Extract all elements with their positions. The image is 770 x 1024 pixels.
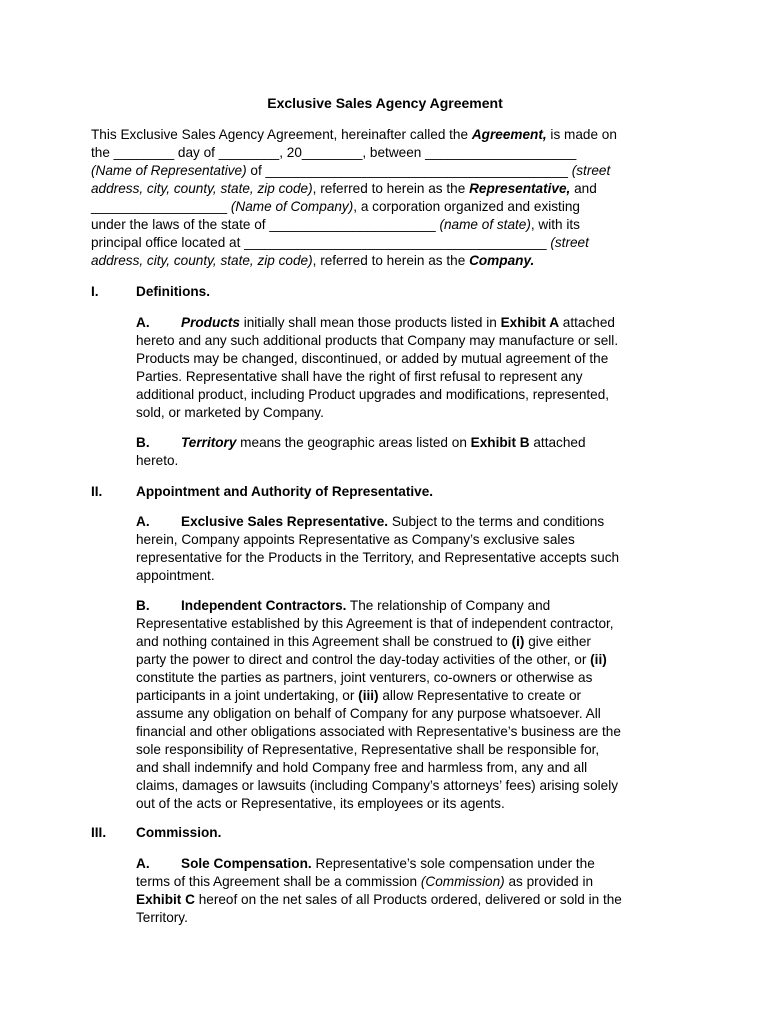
section-number: III.: [91, 825, 107, 840]
text: allow Representative to create or: [378, 688, 582, 703]
exhibit-ref: Exhibit C: [136, 892, 195, 907]
text: address, city, county, state, zip code): [91, 253, 313, 268]
text: , referred to herein as the: [312, 181, 470, 196]
section-title: Commission.: [136, 825, 222, 840]
clause-line: herein, Company appoints Representative as Company’s exclusive sales: [136, 532, 575, 547]
intro-line: [91, 180, 689, 198]
text: (Name of Company): [230, 199, 354, 214]
text: (Name of Representative): [91, 163, 247, 178]
clause-term: Products: [181, 315, 240, 330]
text: and: [570, 181, 597, 196]
text: and nothing contained in this Agreement shall be construed to: [136, 634, 512, 649]
clause-term: Independent Contractors.: [181, 598, 347, 613]
clause-term: Territory: [181, 435, 237, 450]
clause-line: [136, 891, 696, 909]
intro-line: [91, 198, 689, 216]
text: party the power to direct and control the day-today activities of the other, or: [136, 652, 591, 667]
clause-line: Territory.: [136, 910, 188, 925]
clause-line: [136, 855, 696, 873]
clause-line: Parties. Representative shall have the right of first refusal to represent any: [136, 369, 583, 384]
clause-paragraph: [136, 513, 696, 585]
section-title: Appointment and Authority of Representative.: [136, 484, 434, 499]
clause-line: out of the acts or Representative, its employees or its agents.: [136, 796, 505, 811]
text: Representative’s sole compensation under the: [311, 856, 595, 871]
clause-term: Exclusive Sales Representative.: [181, 514, 389, 529]
intro-line: [91, 126, 689, 144]
text: (street: [571, 163, 611, 178]
clause-label: A.: [136, 856, 150, 871]
clause-line: [136, 434, 696, 452]
clause-line: additional product, including Product upgrades and modifications, represented,: [136, 387, 610, 402]
clause-line: hereto.: [136, 453, 179, 468]
text: The relationship of Company and: [346, 598, 551, 613]
exhibit-ref: Exhibit B: [470, 435, 530, 450]
clause-line: [136, 633, 696, 651]
text: __________________: [91, 199, 231, 214]
clause-line: hereto and any such additional products that Company may manufacture or sell.: [136, 333, 619, 348]
text: (i): [511, 634, 525, 649]
text: as provided in: [504, 874, 594, 889]
text: attached: [529, 435, 586, 450]
text: attached: [559, 315, 615, 330]
text: principal office located at ________________________________________: [91, 235, 551, 250]
clause-line: and shall indemnify and hold Company free and harmless from, any and all: [136, 760, 588, 775]
clause-line: [136, 314, 696, 332]
text: , a corporation organized and existing: [353, 199, 580, 214]
clause-line: [136, 873, 696, 891]
clause-line: [136, 513, 696, 531]
clause-line: [136, 651, 696, 669]
text: is made on: [546, 127, 617, 142]
text: initially shall mean those products listed in: [239, 315, 501, 330]
section-number: I.: [91, 284, 99, 299]
text: address, city, county, state, zip code): [91, 181, 313, 196]
text: (ii): [590, 652, 607, 667]
intro-line: [91, 252, 689, 270]
document-title: Exclusive Sales Agency Agreement: [267, 95, 503, 111]
clause-label: B.: [136, 435, 150, 450]
clause-line: representative for the Products in the Territory, and Representative accepts such: [136, 550, 620, 565]
agreement-term: Agreement,: [471, 127, 547, 142]
text: under the laws of the state of ______________________: [91, 217, 440, 232]
text: give either: [524, 634, 591, 649]
clause-paragraph: [136, 434, 696, 470]
section-number: II.: [91, 484, 103, 499]
clause-line: sole responsibility of Representative, Representative shall be responsible for,: [136, 742, 600, 757]
clause-line: [136, 687, 696, 705]
clause-line: constitute the parties as partners, joint venturers, co-owners or otherwise as: [136, 670, 593, 685]
clause-line: [136, 597, 696, 615]
text: This Exclusive Sales Agency Agreement, hereinafter called the: [91, 127, 472, 142]
text: (name of state): [439, 217, 531, 232]
text: participants in a joint undertaking, or: [136, 688, 359, 703]
clause-paragraph: [136, 855, 696, 927]
clause-line: Representative established by this Agreement is that of independent contractor,: [136, 616, 614, 631]
text: (street: [550, 235, 589, 250]
clause-term: Sole Compensation.: [181, 856, 312, 871]
clause-line: sold, or marketed by Company.: [136, 405, 324, 420]
clause-label: B.: [136, 598, 150, 613]
intro-line: [91, 144, 689, 162]
intro-line: [91, 234, 689, 252]
text: the ________ day of ________, 20________, between ____________________: [91, 145, 577, 160]
text: terms of this Agreement shall be a commission: [136, 874, 421, 889]
clause-line: Products may be changed, discontinued, or added by mutual agreement of the: [136, 351, 609, 366]
clause-label: A.: [136, 315, 150, 330]
clause-line: appointment.: [136, 568, 215, 583]
representative-term: Representative,: [469, 181, 571, 196]
clause-paragraph: [136, 314, 696, 422]
text: (Commission): [420, 874, 505, 889]
text: (iii): [358, 688, 379, 703]
text: means the geographic areas listed on: [236, 435, 471, 450]
clause-line: assume any obligation on behalf of Company for any purpose whatsoever. All: [136, 706, 601, 721]
text: , with its: [530, 217, 580, 232]
text: hereof on the net sales of all Products ordered, delivered or sold in the: [194, 892, 622, 907]
company-term: Company.: [469, 253, 535, 268]
clause-line: financial and other obligations associated with Representative’s business are the: [136, 724, 621, 739]
clause-paragraph: [136, 597, 696, 813]
intro-paragraph: [91, 126, 689, 270]
text: of ________________________________________: [246, 163, 572, 178]
intro-line: [91, 162, 689, 180]
intro-line: [91, 216, 689, 234]
section-title: Definitions.: [136, 284, 211, 299]
clause-line: claims, damages or lawsuits (including Company’s attorneys’ fees) arising solely: [136, 778, 619, 793]
exhibit-ref: Exhibit A: [500, 315, 560, 330]
text: Subject to the terms and conditions: [388, 514, 605, 529]
text: , referred to herein as the: [312, 253, 470, 268]
clause-label: A.: [136, 514, 150, 529]
